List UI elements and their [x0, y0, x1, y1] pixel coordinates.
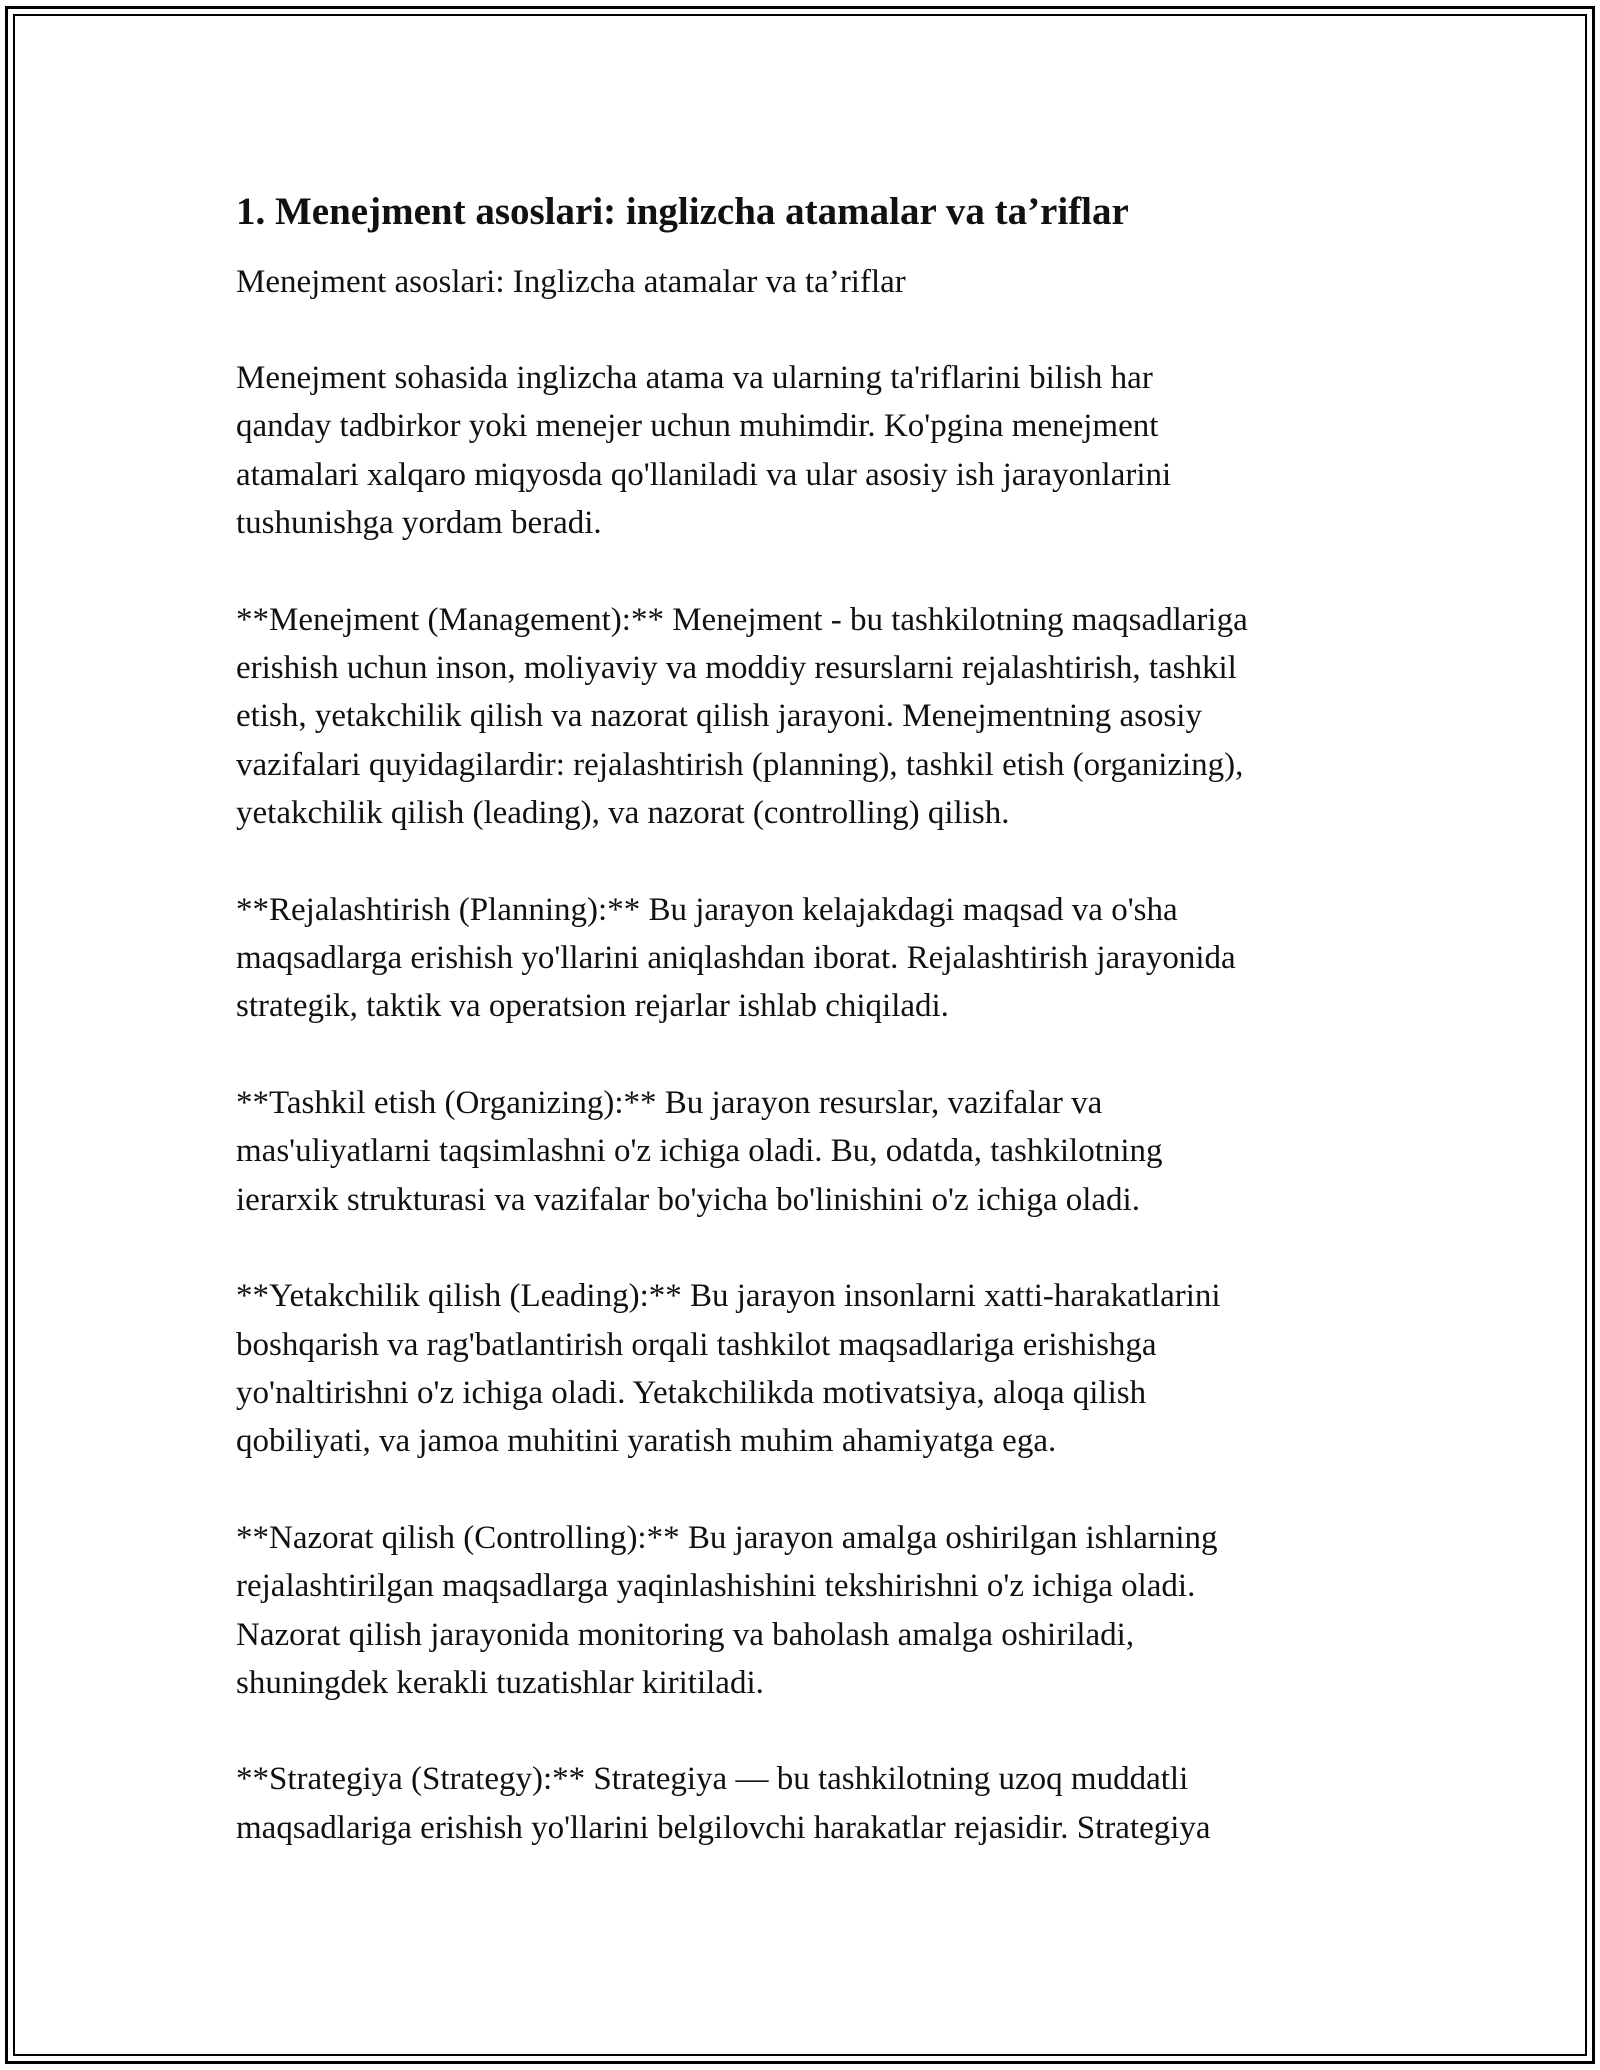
paragraph-leading: **Yetakchilik qilish (Leading):** Bu jarayon insonlarni xatti-harakatlarini boshqarish va rag'batlantirish orqali tashkilot maqsadlariga erishishga yo'naltirishni o'z ichiga oladi. Yetakchilikda motivatsiya, aloqa qilish qobiliyati, va jamoa muhitini yaratish muhim ahamiyatga ega. [236, 1278, 1221, 1460]
document-body [236, 186, 1376, 1852]
document-subtitle: Menejment asoslari: Inglizcha atamalar va ta’riflar [236, 264, 906, 300]
paragraph-organizing: **Tashkil etish (Organizing):** Bu jarayon resurslar, vazifalar va mas'uliyatlarni taqsimlashni o'z ichiga oladi. Bu, odatda, tashkilotning ierarxik strukturasi va vazifalar bo'yicha bo'linishini o'z ichiga oladi. [236, 1084, 1163, 1218]
paragraph-planning: **Rejalashtirish (Planning):** Bu jarayon kelajakdagi maqsad va o'sha maqsadlarga erishish yo'llarini aniqlashdan iborat. Rejalashtirish jarayonida strategik, taktik va operatsion rejarlar ishlab chiqiladi. [236, 891, 1236, 1025]
paragraph-management: **Menejment (Management):** Menejment - bu tashkilotning maqsadlariga erishish uchun inson, moliyaviy va moddiy resurslarni rejalashtirish, tashkil etish, yetakchilik qilish va nazorat qilish jarayoni. Menejmentning asosiy vazifalari quyidagilardir: rejalashtirish (planning), tashkil etish (organizing), yetakchilik qilish (leading), va nazorat (controlling) qilish. [236, 601, 1248, 832]
paragraph-controlling: **Nazorat qilish (Controlling):** Bu jarayon amalga oshirilgan ishlarning rejalashtirilgan maqsadlarga yaqinlashishini tekshirishni o'z ichiga oladi. Nazorat qilish jarayonida monitoring va baholash amalga oshiriladi, shuningdek kerakli tuzatishlar kiritiladi. [236, 1519, 1218, 1701]
paragraph-strategy: **Strategiya (Strategy):** Strategiya — bu tashkilotning uzoq muddatli maqsadlariga erishish yo'llarini belgilovchi harakatlar rejasidir. Strategiya [236, 1761, 1211, 1846]
paragraph-intro: Menejment sohasida inglizcha atama va ularning ta'riflarini bilish har qanday tadbirkor yoki menejer uchun muhimdir. Ko'pgina menejment atamalari xalqaro miqyosda qo'llaniladi va ular asosiy ish jarayonlarini tushunishga yordam beradi. [236, 360, 1172, 542]
document-title: 1. Menejment asoslari: inglizcha atamalar va ta’riflar [236, 190, 1129, 233]
